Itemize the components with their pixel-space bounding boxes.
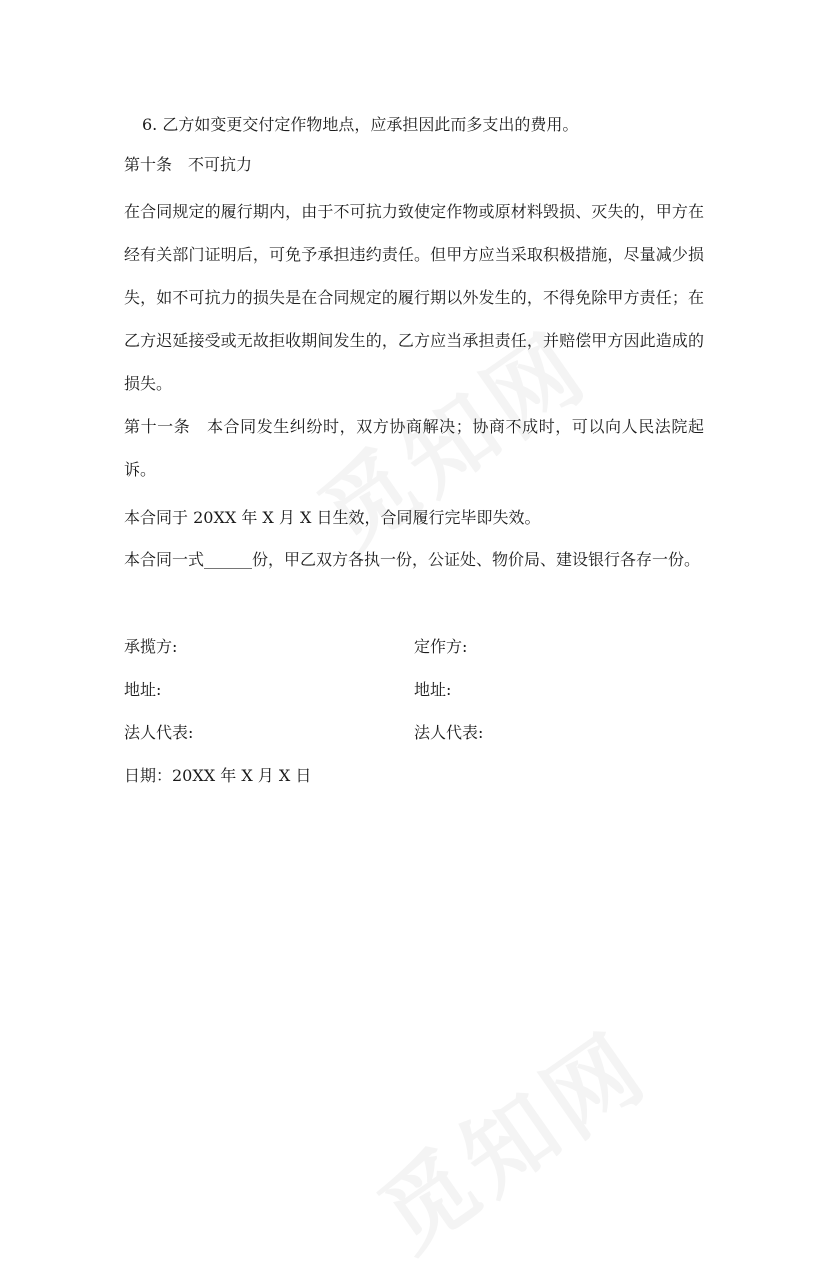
article-10-title: 不可抗力: [188, 155, 253, 174]
article-10-heading: [124, 155, 252, 175]
contractor-label: 承揽方:: [124, 637, 178, 656]
copies-clause: 本合同一式______份，甲乙双方各执一份，公证处、物价局、建设银行各存一份。: [124, 550, 701, 569]
contractor-address-label: 地址:: [124, 680, 162, 699]
article-10-number: 第十条: [124, 155, 173, 174]
contractor-legal-rep-label: 法人代表:: [124, 723, 194, 742]
clause-6: 6. 乙方如变更交付定作物地点，应承担因此而多支出的费用。: [142, 115, 579, 134]
orderer-label: 定作方:: [414, 637, 468, 656]
article-11: [124, 405, 704, 491]
article-11-body: 本合同发生纠纷时，双方协商解决；协商不成时，可以向人民法院起诉。: [124, 417, 704, 479]
watermark: [349, 996, 670, 1276]
effective-date-clause: 本合同于 20XX 年 X 月 X 日生效，合同履行完毕即失效。: [124, 508, 541, 527]
orderer-legal-rep-label: 法人代表:: [414, 723, 484, 742]
article-11-heading: 第十一条: [124, 417, 191, 436]
article-10-body: 在合同规定的履行期内，由于不可抗力致使定作物或原材料毁损、灭失的，甲方在经有关部门证明后，可免予承担违约责任。但甲方应当采取积极措施，尽量减少损失，如不可抗力的损失是在合同规定的履行期以外发生的，不得免除甲方责任；在乙方迟延接受或无故拒收期间发生的，乙方应当承担责任，并赔偿甲方因此造成的损失。: [124, 202, 704, 393]
signing-date: 日期：20XX 年 X 月 X 日: [124, 766, 312, 785]
orderer-address-label: 地址:: [414, 680, 452, 699]
